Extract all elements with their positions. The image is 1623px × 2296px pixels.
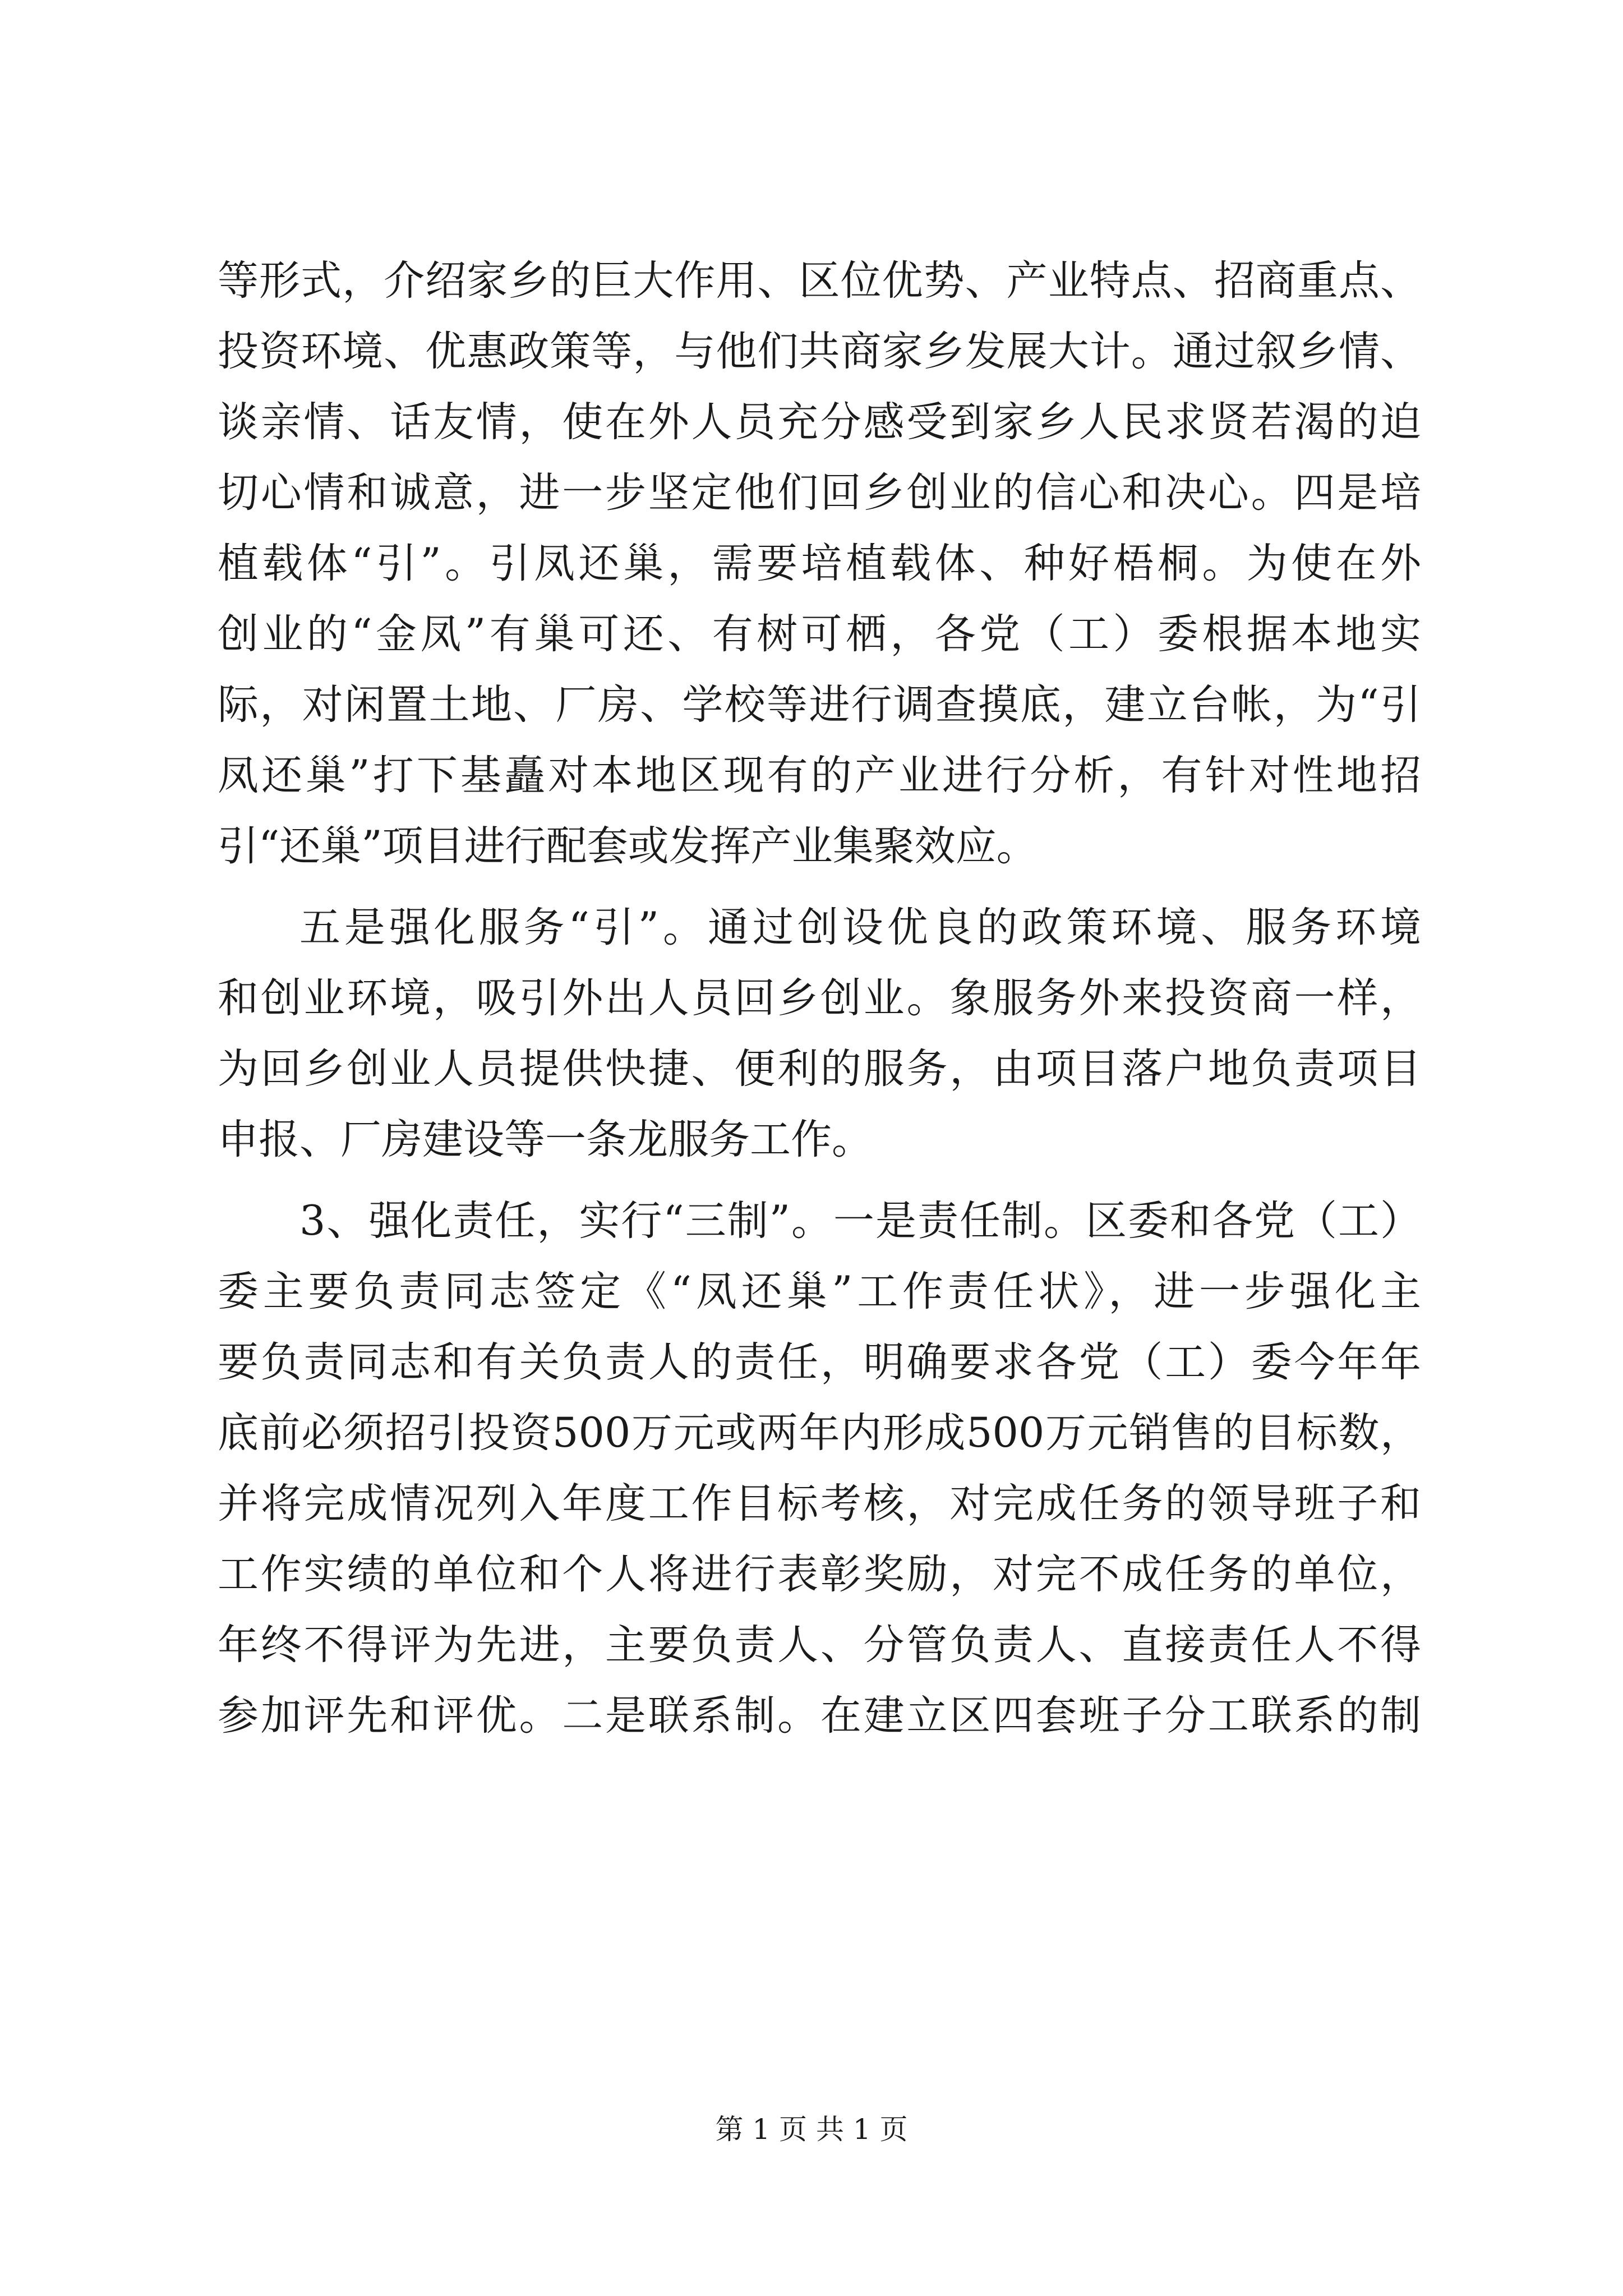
paragraph-gap [218,1175,1421,1186]
text-line: 创业的“金凤”有巢可还、有树可栖，各党（工）委根据本地实 [218,610,1421,658]
text-line: 参加评先和评优。二是联系制。在建立区四套班子分工联系的制 [218,1692,1421,1740]
paragraph-1 [218,246,1421,882]
text-line: 为回乡创业人员提供快捷、便利的服务，由项目落户地负责项目 [218,1045,1421,1093]
text-line: 植载体“引”。引凤还巢，需要培植载体、种好梧桐。为使在外 [218,540,1421,587]
paragraph-2 [218,892,1421,1175]
text-line: 底前必须招引投资500万元或两年内形成500万元销售的目标数， [218,1409,1421,1457]
text-line: 投资环境、优惠政策等，与他们共商家乡发展大计。通过叙乡情、 [218,328,1421,375]
text-line: 凤还巢”打下基矗对本地区现有的产业进行分析，有针对性地招 [218,752,1421,799]
text-line: 等形式，介绍家乡的巨大作用、区位优势、产业特点、招商重点、 [218,257,1421,305]
text-line: 并将完成情况列入年度工作目标考核，对完成任务的领导班子和 [218,1480,1421,1527]
text-line: 委主要负责同志签定《“凤还巢”工作责任状》，进一步强化主 [218,1268,1421,1315]
text-line: 谈亲情、话友情，使在外人员充分感受到家乡人民求贤若渴的迫 [218,398,1421,446]
text-line: 要负责同志和有关负责人的责任，明确要求各党（工）委今年年 [218,1338,1421,1386]
text-line: 际，对闲置土地、厂房、学校等进行调查摸底，建立台帐，为“引 [218,681,1421,729]
text-line: 和创业环境，吸引外出人员回乡创业。象服务外来投资商一样， [218,974,1421,1022]
document-body [218,246,1421,1751]
text-line: 引“还巢”项目进行配套或发挥产业集聚效应。 [218,822,1038,870]
text-line: 申报、厂房建设等一条龙服务工作。 [218,1116,873,1163]
text-line: 五是强化服务“引”。通过创设优良的政策环境、服务环境 [299,904,1421,951]
text-line: 年终不得评为先进，主要负责人、分管负责人、直接责任人不得 [218,1621,1421,1669]
paragraph-gap [218,882,1421,892]
text-line: 切心情和诚意，进一步坚定他们回乡创业的信心和决心。四是培 [218,469,1421,517]
paragraph-3 [218,1186,1421,1751]
text-line: 工作实绩的单位和个人将进行表彰奖励，对完不成任务的单位， [218,1550,1421,1598]
text-line: 3、强化责任，实行“三制”。一是责任制。区委和各党（工） [299,1197,1421,1245]
page-footer: 第 1 页 共 1 页 [715,2113,908,2146]
